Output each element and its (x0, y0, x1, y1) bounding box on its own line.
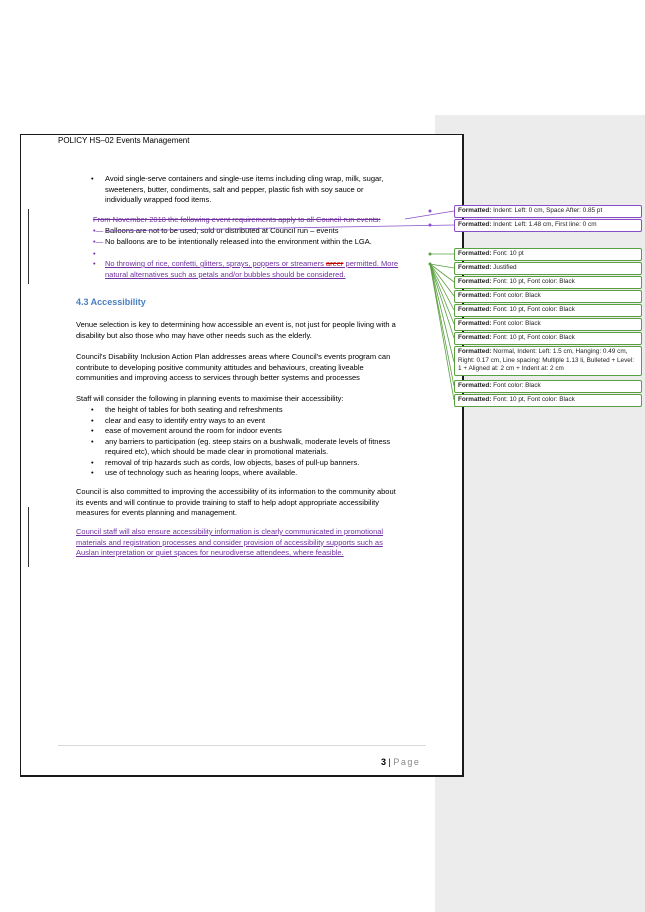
bullet-dot: • (91, 174, 94, 183)
balloon-text: Font: 10 pt, Font color: Black (493, 334, 575, 341)
section-heading-accessibility: 4.3 Accessibility (76, 297, 146, 307)
balloon-label: Formatted: (458, 320, 492, 327)
deleted-requirement-line: From November 2018 the following event requirements apply to all Council-run events: (93, 215, 381, 224)
bullet-dot: • (91, 468, 94, 477)
inserted-para-line-2: materials and registration processes and consider provision of accessibility supports such as (76, 537, 383, 547)
balloon-text: Normal, Indent: Left: 1.5 cm, Hanging: 0.49 cm, Right: 0.17 cm, Line spacing: Multiple 1.13 li, Bulleted + Level: 1 + Aligned at: 2 cm + Indent at: 2 cm (458, 348, 635, 373)
change-bar (28, 507, 29, 567)
bullet-dot: • (91, 426, 94, 435)
throwing-text-b: permitted. More (343, 259, 399, 268)
balloon-label: Formatted: (458, 207, 492, 214)
format-comment-balloon[interactable] (454, 219, 642, 232)
balloon-label: Formatted: (458, 348, 492, 355)
committed-para-line-3: measures for events planning and management. (76, 508, 237, 517)
format-comment-balloon[interactable] (454, 205, 642, 218)
balloon-line-2: No balloons are to be intentionally released into the environment within the LGA. (105, 237, 372, 246)
balloon-label: Formatted: (458, 221, 492, 228)
bullet-dot: • (93, 259, 96, 268)
staff-intro: Staff will consider the following in planning events to maximise their accessibility: (76, 394, 344, 403)
bullet-dot: • (91, 457, 94, 467)
format-comment-balloon[interactable] (454, 290, 642, 303)
intro-bullet-line-2: sweeteners, butter, condiments, salt and pepper, plastic fish with soy sauce or (105, 184, 364, 194)
throwing-text-a: No throwing of rice, confetti, glitters, sprays, poppers or streamers (105, 259, 326, 268)
page-top-border (20, 134, 464, 135)
inserted-para-line-1: Council staff will also ensure accessibility information is clearly communicated in promotional (76, 527, 384, 536)
markup-pane (435, 115, 645, 912)
balloon-text: Font: 10 pt (493, 250, 524, 257)
bullet-dot: • (91, 405, 94, 414)
balloon-label: Formatted: (458, 292, 492, 299)
balloon-label: Formatted: (458, 334, 492, 341)
balloon-text: Font color: Black (493, 382, 541, 389)
page-number (381, 757, 420, 767)
bullet-dot: •— (93, 226, 104, 235)
footer-rule (58, 745, 426, 746)
staff-list-item: ease of movement around the room for indoor events (105, 426, 282, 435)
format-comment-balloon[interactable] (454, 262, 642, 275)
staff-list-item: clear and easy to identify entry ways to an event (105, 415, 266, 425)
bullet-dot: • (91, 415, 94, 425)
throwing-line-2: natural alternatives such as petals and/or bubbles should be considered. (105, 269, 346, 279)
council-plan-line-1: Council's Disability Inclusion Action Plan addresses areas where Council's events program can (76, 352, 391, 361)
page-number-separator: | (386, 757, 394, 767)
balloon-label: Formatted: (458, 264, 492, 271)
balloon-text: Font color: Black (493, 292, 541, 299)
balloon-label: Formatted: (458, 250, 492, 257)
intro-bullet-line-1: Avoid single-serve containers and single-use items including cling wrap, milk, sugar, (105, 174, 384, 183)
format-comment-balloon[interactable] (454, 394, 642, 407)
format-comment-balloon[interactable] (454, 248, 642, 261)
format-comment-balloon[interactable] (454, 276, 642, 289)
balloon-text: Font: 10 pt, Font color: Black (493, 306, 575, 313)
bullet-dot: • (91, 436, 94, 446)
balloon-label: Formatted: (458, 382, 492, 389)
balloon-text: Font: 10 pt, Font color: Black (493, 396, 575, 403)
intro-bullet-line-3: individually wrapped food items. (105, 195, 212, 204)
bullet-dot: •— (93, 237, 104, 246)
balloon-text: Font color: Black (493, 320, 541, 327)
council-plan-line-2: contribute to developing positive community attitudes and behaviours, creating liveable (76, 362, 364, 372)
venue-para-line-1: Venue selection is key to determining how accessible an event is, not just for people living with a (76, 320, 396, 329)
page-number-label: Page (393, 757, 421, 767)
throwing-deleted-word: areer (325, 259, 344, 268)
staff-list-item: the height of tables for both seating and refreshments (105, 405, 283, 414)
staff-list-item: any barriers to participation (eg. steep stairs on a bushwalk, moderate levels of fitness (105, 436, 391, 446)
balloon-label: Formatted: (458, 278, 492, 285)
format-comment-balloon[interactable] (454, 318, 642, 331)
balloon-label: Formatted: (458, 396, 492, 403)
committed-para-line-2: its events and will continue to provide training to staff to help adopt appropriate accessibility (76, 497, 379, 507)
balloon-text: Indent: Left: 0 cm, Space After: 0.85 pt (493, 207, 603, 214)
venue-para-line-2: disability but also those who may have other needs such as the elderly. (76, 330, 312, 340)
throwing-line-1 (105, 259, 398, 270)
balloon-text: Justified (493, 264, 517, 271)
change-bar (28, 209, 29, 284)
inserted-para-line-3: Auslan interpretation or quiet spaces for neurodiverse attendees, where feasible. (76, 548, 344, 557)
committed-para-line-1: Council is also committed to improving the accessibility of its information to the community about (76, 487, 396, 496)
format-comment-balloon[interactable] (454, 380, 642, 393)
format-comment-balloon[interactable] (454, 332, 642, 345)
empty-bullet-marker: • (93, 249, 96, 258)
format-comment-balloon[interactable] (454, 304, 642, 317)
page-header-title: POLICY HS–02 Events Management (58, 136, 190, 145)
page-number-value: 3 (381, 757, 387, 767)
staff-list-item: use of technology such as hearing loops, where available. (105, 468, 298, 477)
balloon-label: Formatted: (458, 306, 492, 313)
balloon-line-1: Balloons are not to be used, sold or distributed at Council run – events (105, 226, 339, 235)
balloon-text: Indent: Left: 1.48 cm, First line: 0 cm (493, 221, 597, 228)
council-plan-line-3: communities and improving access to services through better systems and processes (76, 373, 360, 382)
staff-list-item-continued: required etc), which should be made clear in promotional materials. (105, 447, 329, 456)
staff-list-item: removal of trip hazards such as cords, low objects, bases of pull-up banners. (105, 457, 360, 467)
balloon-text: Font: 10 pt, Font color: Black (493, 278, 575, 285)
format-comment-balloon[interactable] (454, 346, 642, 376)
